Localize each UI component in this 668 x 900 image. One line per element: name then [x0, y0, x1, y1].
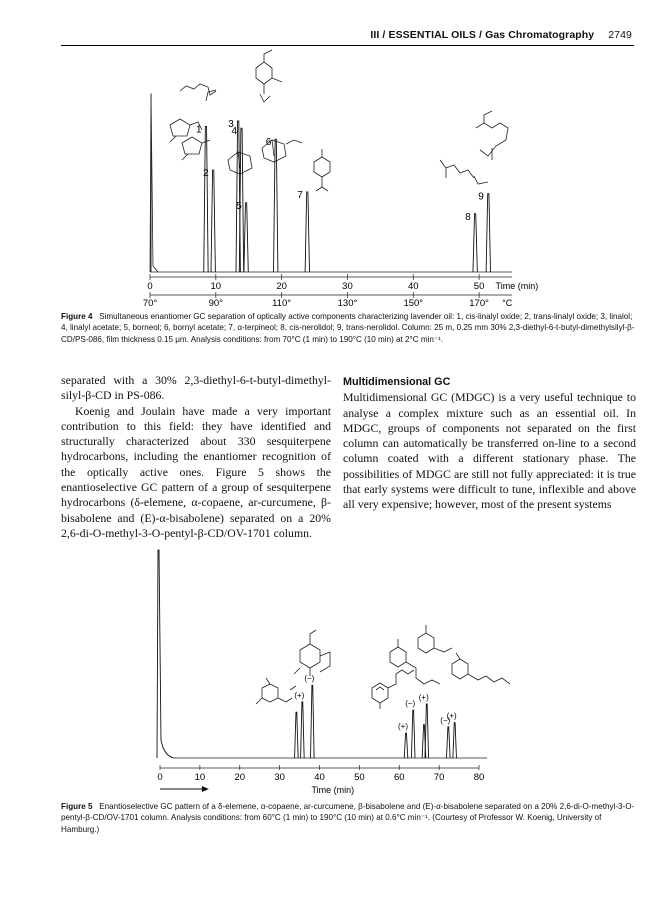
- peak-label-7: (−): [440, 715, 451, 725]
- running-title: III / ESSENTIAL OILS / Gas Chromatography: [370, 29, 595, 41]
- peak-label-8: (+): [446, 711, 457, 721]
- time-tick-label: 0: [157, 772, 163, 783]
- figure-5-caption: [61, 801, 636, 835]
- peak-label-2: (−): [304, 674, 315, 684]
- peak-6: [274, 139, 278, 272]
- figure-5-label: Figure 5: [61, 802, 93, 811]
- left-paragraph-2: Koenig and Joulain have made a very important contribution to this field: they have identified and structurally characterized about 330 sesquiterpene hydrocarbons, including the enantiomer recognition of the optically active ones. Figure 5 shows the enantioselective GC pattern of a group of sesquiterpene hydrocarbons (δ-elemene, α-copaene, ar-curcumene, β-bisabolene and (E)-α-bisabolene) separated on a 20% 2,6-di-O-methyl-3-O-pentyl-β-CD/OV-1701 column.: [61, 403, 331, 540]
- time-tick-label: 70: [433, 772, 445, 783]
- figure-4-temp-unit: °C: [502, 298, 513, 308]
- time-arrow-head: [202, 786, 209, 792]
- peak-1: [204, 126, 208, 272]
- right-text-column: [343, 375, 636, 513]
- peak-label-2: 2: [203, 168, 209, 180]
- time-tick-label: 10: [194, 772, 206, 783]
- bisabolene-structure-1: [390, 639, 440, 684]
- peak-label-4: 4: [231, 126, 238, 138]
- figure-4-time-label: Time (min): [495, 281, 539, 291]
- figure-4-caption-text: Simultaneous enantiomer GC separation of optically active components characterizing lavender oil: 1, cis-linalyl oxide; 2, trans-linalyl oxide; 3, linalol; 4, linalyl acetate; 5, borneol; 6, bornyl acetate; 7, α-terpineol; 8, cis-nerolidol; 9, trans-nerolidol. Column: 25 m, 0.25 mm 30% 2,3-diethyl-6-t-butyl-dimethylsilyl-β-CD/PS-086, film thickness 0.15 μm. Analysis conditions: from 70°C (1 min) to 190°C (10 min) at 2°C min⁻¹.: [61, 312, 635, 344]
- time-tick-label: 0: [147, 281, 153, 292]
- temperature-tick-label: 70°: [142, 298, 158, 309]
- peak-7: [305, 192, 309, 272]
- peak-1: [301, 702, 305, 758]
- time-tick-label: 30: [342, 281, 353, 292]
- peak-label-1: (+): [294, 690, 305, 700]
- peak-label-4: (−): [405, 699, 416, 709]
- figure-5-chromatogram: [0, 540, 668, 798]
- figure-4-structures: [170, 50, 508, 191]
- elemene-structure: [256, 678, 296, 704]
- linalol-structure: [180, 84, 216, 101]
- figure-5-plot: [157, 550, 487, 758]
- figure-4-plot: [150, 94, 512, 272]
- bisabolene-structure-3: [418, 625, 452, 653]
- time-tick-label: 60: [393, 772, 405, 783]
- peak-8: [453, 723, 457, 758]
- temperature-tick-label: 150°: [403, 298, 424, 309]
- left-text-column: [61, 373, 331, 541]
- figure-4-ticks: [143, 274, 512, 309]
- time-tick-label: 50: [354, 772, 365, 783]
- trans-nerolidol-structure: [476, 111, 508, 160]
- section-heading: Multidimensional GC: [343, 376, 451, 388]
- copaene-structure: [294, 630, 330, 676]
- peak-5: [244, 203, 248, 272]
- figure-4-label: Figure 4: [61, 312, 93, 321]
- peak-7: [446, 727, 450, 758]
- linalyl-acetate-structure: [256, 50, 282, 102]
- time-tick-label: 40: [407, 281, 419, 292]
- peak-2: [211, 170, 215, 272]
- peak-label-5: 5: [236, 200, 242, 212]
- time-tick-label: 80: [473, 772, 485, 783]
- figure-5-time-label: Time (min): [311, 785, 355, 795]
- time-tick-label: 20: [234, 772, 246, 783]
- peak-2: [311, 685, 315, 758]
- linalyl-oxide-structure-2: [182, 137, 210, 160]
- peak-3: [404, 733, 408, 758]
- peak-4: [411, 710, 415, 758]
- peak-6: [425, 704, 429, 758]
- solvent-peak: [157, 550, 174, 758]
- left-paragraph-1: separated with a 30% 2,3-diethyl-6-t-butyl-dimethyl-silyl-β-CD in PS-086.: [61, 373, 331, 403]
- peak-label-6: (+): [418, 692, 429, 702]
- time-tick-label: 30: [274, 772, 285, 783]
- peak-label-9: 9: [478, 191, 484, 203]
- terpineol-structure: [314, 149, 330, 191]
- time-tick-label: 40: [314, 772, 325, 783]
- peak-label-8: 8: [465, 211, 471, 223]
- peak-9: [486, 194, 490, 272]
- peak-0: [295, 712, 299, 758]
- figure-4-chromatogram: [0, 0, 668, 310]
- peak-label-7: 7: [297, 189, 303, 201]
- page-number: 2749: [608, 29, 632, 41]
- time-tick-label: 10: [210, 281, 222, 292]
- peak-label-3: 3: [228, 118, 234, 130]
- peak-8: [473, 214, 477, 272]
- figure-4-caption: [61, 311, 636, 345]
- bisabolene-structure-2: [452, 653, 510, 684]
- time-tick-label: 50: [473, 281, 485, 292]
- temperature-tick-label: 130°: [337, 298, 358, 309]
- figure-5-caption-text: Enantioselective GC pattern of a δ-elemene, α-copaene, ar-curcumene, β-bisabolene and (E)-α-bisabolene separated on a 20% 2,6-di-O-methyl-3-O-pentyl-β-CD/OV-1701 column. Analysis conditions: from 60°C (1 min) to 190°C (10 min) at 0.6°C min⁻¹. (Courtesy of Professor W. Koenig, University of Hamburg.): [61, 802, 635, 834]
- temperature-tick-label: 170°: [469, 298, 489, 309]
- right-paragraph-1: Multidimensional GC (MDGC) is a very useful technique to analyse a complex mixture such as an essential oil. In MDGC, groups of components not separated on the first column can automatically be transferred on-line to a second column coated with a different stationary phase. The possibilities of MDGC are still not fully appreciated: it is true that early systems were difficult to tune, inflexible and above all very expensive; however, most of the present systems: [343, 390, 636, 512]
- time-tick-label: 20: [276, 281, 287, 292]
- peak-label-1: 1: [195, 124, 202, 136]
- temperature-tick-label: 110°: [272, 298, 292, 309]
- cis-nerolidol-structure: [440, 160, 488, 184]
- peak-label-6: 6: [265, 137, 272, 149]
- temperature-tick-label: 90°: [208, 298, 224, 309]
- peak-label-3: (+): [398, 722, 409, 732]
